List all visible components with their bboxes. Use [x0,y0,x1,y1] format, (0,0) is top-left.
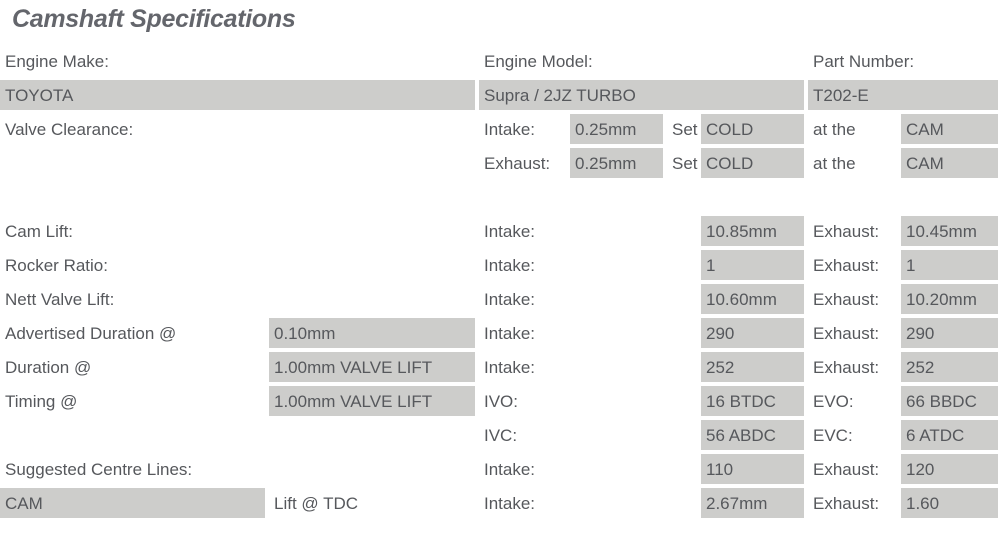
evo-label: EVO: [813,391,854,411]
advertised-duration-exhaust-value: 290 [901,318,998,348]
page-title: Camshaft Specifications [12,5,296,33]
intake-label: Intake: [484,357,536,377]
exhaust-label: Exhaust: [813,459,880,479]
at-the-label: at the [813,119,856,139]
cam-lift-label: Cam Lift: [5,221,74,241]
duration-at-value: 1.00mm VALVE LIFT [269,352,475,382]
rocker-ratio-intake-value: 1 [701,250,804,280]
lift-tdc-location-value: CAM [0,488,265,518]
exhaust-label: Exhaust: [813,493,880,513]
exhaust-label: Exhaust: [813,357,880,377]
engine-make-label: Engine Make: [5,51,109,71]
exhaust-label: Exhaust: [813,221,880,241]
camshaft-spec-table [0,46,998,518]
intake-label: Intake: [484,289,536,309]
rocker-ratio-exhaust-value: 1 [901,250,998,280]
intake-label: Intake: [484,119,536,139]
intake-label: Intake: [484,459,536,479]
ivc-value: 56 ABDC [701,420,804,450]
timing-at-value: 1.00mm VALVE LIFT [269,386,475,416]
exhaust-clearance-location-value: CAM [901,148,998,178]
duration-intake-value: 252 [701,352,804,382]
engine-model-label: Engine Model: [484,51,593,71]
nett-valve-lift-intake-value: 10.60mm [701,284,804,314]
intake-label: Intake: [484,255,536,275]
ivo-label: IVO: [484,391,519,411]
at-the-label: at the [813,153,856,173]
ivc-label: IVC: [484,425,518,445]
centre-line-exhaust-value: 120 [901,454,998,484]
engine-make-value: TOYOTA [0,80,475,110]
engine-model-value: Supra / 2JZ TURBO [479,80,804,110]
lift-tdc-exhaust-value: 1.60 [901,488,998,518]
exhaust-label: Exhaust: [813,255,880,275]
spacer-row [0,182,265,212]
exhaust-label: Exhaust: [813,323,880,343]
cam-lift-intake-value: 10.85mm [701,216,804,246]
centre-line-intake-value: 110 [701,454,804,484]
intake-label: Intake: [484,221,536,241]
ivo-value: 16 BTDC [701,386,804,416]
set-label: Set [672,119,698,139]
lift-tdc-intake-value: 2.67mm [701,488,804,518]
duration-exhaust-value: 252 [901,352,998,382]
advertised-duration-at-value: 0.10mm [269,318,475,348]
valve-clearance-label: Valve Clearance: [5,119,134,139]
exhaust-label: Exhaust: [484,153,551,173]
lift-at-tdc-label: Lift @ TDC [274,493,359,513]
part-number-label: Part Number: [813,51,915,71]
nett-valve-lift-label: Nett Valve Lift: [5,289,115,309]
suggested-centre-lines-label: Suggested Centre Lines: [5,459,193,479]
intake-clearance-location-value: CAM [901,114,998,144]
cam-lift-exhaust-value: 10.45mm [901,216,998,246]
evc-value: 6 ATDC [901,420,998,450]
evc-label: EVC: [813,425,853,445]
exhaust-set-condition-value: COLD [701,148,804,178]
evo-value: 66 BBDC [901,386,998,416]
intake-set-condition-value: COLD [701,114,804,144]
set-label: Set [672,153,698,173]
duration-label: Duration @ [5,357,92,377]
intake-label: Intake: [484,323,536,343]
nett-valve-lift-exhaust-value: 10.20mm [901,284,998,314]
exhaust-label: Exhaust: [813,289,880,309]
intake-label: Intake: [484,493,536,513]
exhaust-clearance-value: 0.25mm [570,148,663,178]
timing-label: Timing @ [5,391,78,411]
advertised-duration-intake-value: 290 [701,318,804,348]
advertised-duration-label: Advertised Duration @ [5,323,177,343]
rocker-ratio-label: Rocker Ratio: [5,255,108,275]
intake-clearance-value: 0.25mm [570,114,663,144]
part-number-value: T202-E [808,80,998,110]
